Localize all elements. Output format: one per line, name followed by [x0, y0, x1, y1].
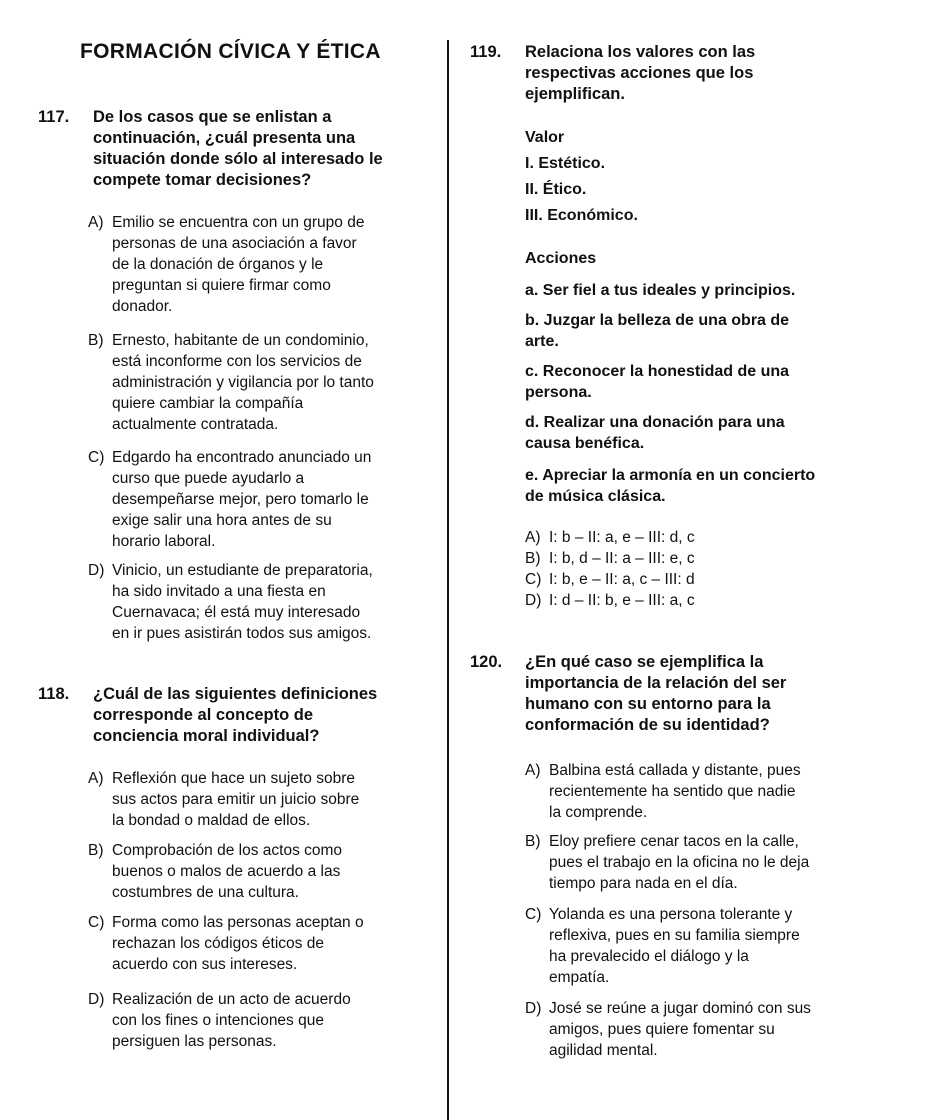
option-text: I: d – II: b, e – III: a, c: [549, 592, 695, 609]
valor-heading: Valor: [525, 129, 565, 146]
question-119: [470, 42, 910, 110]
option-label: B): [525, 550, 541, 567]
option-text: Balbina está callada y distante, pues recientemente ha sentido que nadie la comprende.: [549, 762, 801, 821]
option-label: C): [525, 571, 542, 588]
option-label: D): [525, 1000, 542, 1017]
option-label: B): [88, 842, 104, 859]
page-title: FORMACIÓN CÍVICA Y ÉTICA: [80, 40, 381, 63]
valor-item: III. Económico.: [525, 207, 638, 224]
accion-item: b. Juzgar la belleza de una obra de arte.: [525, 312, 790, 350]
option-text: Eloy prefiere cenar tacos en la calle, pues el trabajo en la oficina no le deja tiempo para nada en el día.: [549, 833, 810, 892]
option-text: Ernesto, habitante de un condominio, está inconforme con los servicios de administración y vigilancia por lo tanto quiere cambiar la compañía actualmente contratada.: [112, 332, 374, 433]
accion-item: c. Reconocer la honestidad de una persona.: [525, 363, 790, 401]
option-label: A): [88, 214, 104, 231]
option-label: A): [525, 762, 541, 779]
option-label: D): [525, 592, 542, 609]
option-text: Realización de un acto de acuerdo con los fines o intenciones que persiguen las personas.: [112, 991, 351, 1050]
option-label: D): [88, 991, 105, 1008]
option-label: C): [88, 449, 105, 466]
question-number: 118.: [38, 685, 70, 703]
acciones-heading: Acciones: [525, 250, 597, 267]
option-text: Emilio se encuentra con un grupo de personas de una asociación a favor de la donación de órganos y le preguntan si quiere firmar como donador.: [112, 214, 365, 315]
option-label: B): [88, 332, 104, 349]
question-120: [470, 652, 910, 742]
option-text: I: b – II: a, e – III: d, c: [549, 529, 695, 546]
accion-item: d. Realizar una donación para una causa benéfica.: [525, 414, 785, 452]
accion-item: a. Ser fiel a tus ideales y principios.: [525, 282, 796, 299]
question-text: ¿Cuál de las siguientes definiciones corresponde al concepto de conciencia moral individual?: [93, 685, 378, 745]
option-text: Reflexión que hace un sujeto sobre sus actos para emitir un juicio sobre la bondad o maldad de ellos.: [112, 770, 360, 829]
option-text: Comprobación de los actos como buenos o malos de acuerdo a las costumbres de una cultura.: [112, 842, 343, 901]
question-number: 120.: [470, 653, 503, 671]
option-text: I: b, e – II: a, c – III: d: [549, 571, 695, 588]
option-text: Edgardo ha encontrado anunciado un curso que puede ayudarlo a desempeñarse mejor, pero tomarlo le exige salir una hora antes de su horario laboral.: [112, 449, 372, 550]
column-divider: [447, 40, 449, 1120]
option-label: B): [525, 833, 541, 850]
option-label: A): [525, 529, 541, 546]
question-118: [38, 684, 438, 752]
option-text: Vinicio, un estudiante de preparatoria, ha sido invitado a una fiesta en Cuernavaca; él está muy interesado en ir pues asistirán todos sus amigos.: [112, 562, 373, 642]
option-label: A): [88, 770, 104, 787]
option-text: Forma como las personas aceptan o rechazan los códigos éticos de acuerdo con sus intereses.: [112, 914, 364, 973]
question-text: De los casos que se enlistan a continuación, ¿cuál presenta una situación donde sólo al interesado le compete tomar decisiones?: [93, 108, 383, 189]
question-number: 117.: [38, 108, 70, 126]
option-text: José se reúne a jugar dominó con sus amigos, pues quiere fomentar su agilidad mental.: [549, 1000, 811, 1059]
question-text: ¿En qué caso se ejemplifica la importancia de la relación del ser humano con su entorno para la conformación de su identidad?: [525, 653, 787, 734]
question-number: 119.: [470, 43, 502, 61]
valor-item: I. Estético.: [525, 155, 606, 172]
option-label: D): [88, 562, 105, 579]
accion-item: e. Apreciar la armonía en un concierto de música clásica.: [525, 467, 816, 505]
option-text: Yolanda es una persona tolerante y reflexiva, pues en su familia siempre ha prevalecido el diálogo y la empatía.: [549, 906, 800, 986]
option-label: C): [525, 906, 542, 923]
valor-item: II. Ético.: [525, 181, 587, 198]
question-text: Relaciona los valores con las respectivas acciones que los ejemplifican.: [525, 43, 756, 103]
option-label: C): [88, 914, 105, 931]
option-text: I: b, d – II: a – III: e, c: [549, 550, 695, 567]
question-117: [38, 107, 438, 197]
